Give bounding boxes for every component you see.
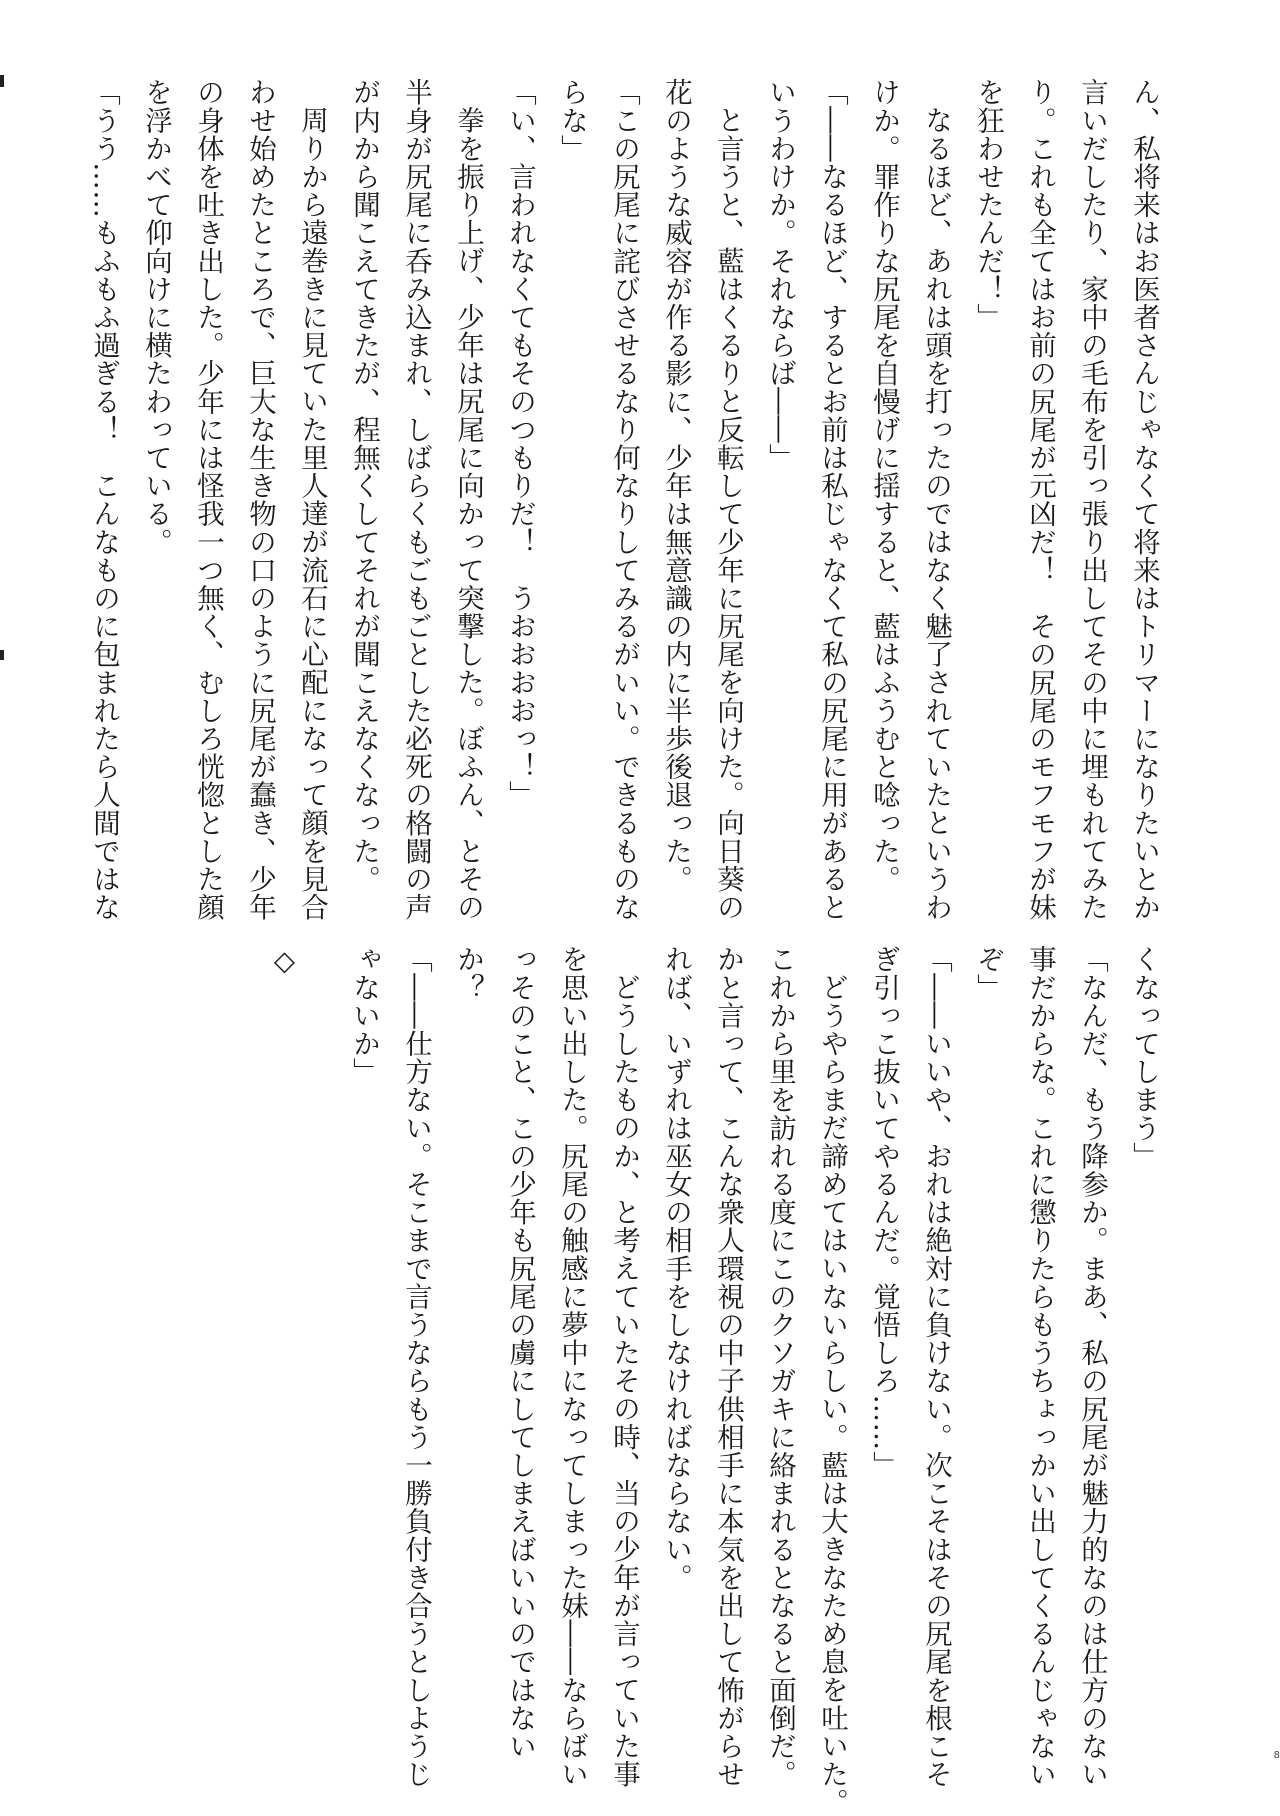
text-line: けか。罪作りな尻尾を自慢げに揺すると、藍はふうむと唸った。 bbox=[868, 78, 900, 893]
text-line: が内から聞こえてきたが、程無くしてそれが聞こえなくなった。 bbox=[348, 78, 380, 893]
text-line: 花のような威容が作る影に、少年は無意識の内に半歩後退った。 bbox=[660, 78, 692, 893]
text-line: どうしたものか、と考えていたその時、当の少年が言っていた事 bbox=[608, 972, 640, 1788]
text-line: 「――仕方ない。そこまで言うならもう一勝負付き合うとしようじ bbox=[400, 945, 432, 1788]
upper-text-tier bbox=[88, 78, 1170, 921]
text-line: か？ bbox=[452, 945, 484, 1002]
text-line: と言うと、藍はくるりと反転して少年に尻尾を向けた。向日葵の bbox=[712, 105, 744, 921]
page-number: 8 bbox=[1273, 1750, 1280, 1761]
text-line: ゃないか」 bbox=[348, 945, 380, 1086]
text-line: 「――なるほど、するとお前は私じゃなくて私の尻尾に用があると bbox=[816, 78, 848, 921]
text-line: を思い出した。尻尾の触感に夢中になってしまった妹――ならばい bbox=[556, 945, 588, 1788]
left-edge-mark bbox=[0, 75, 4, 87]
left-edge-mark bbox=[0, 650, 4, 660]
text-line: わせ始めたところで、巨大な生き物の口のように尻尾が蠢き、少年 bbox=[244, 78, 276, 921]
text-line: れば、いずれは巫女の相手をしなければならない。 bbox=[660, 945, 692, 1592]
text-line: くなってしまう」 bbox=[1128, 945, 1160, 1170]
text-line: らな」 bbox=[556, 78, 588, 163]
text-line: 周りから遠巻きに見ていた里人達が流石に心配になって顔を見合 bbox=[296, 105, 328, 921]
text-line: 「なんだ、もう降参か。まあ、私の尻尾が魅力的なのは仕方のない bbox=[1076, 945, 1108, 1788]
text-line: ぞ」 bbox=[972, 945, 1004, 1002]
text-line: なるほど、あれは頭を打ったのではなく魅了されていたというわ bbox=[920, 105, 952, 921]
text-line: 「い、言われなくてもそのつもりだ！ うおおおおっ！」 bbox=[504, 78, 536, 809]
text-line: 「うう……もふもふ過ぎる！ こんなものに包まれたら人間ではな bbox=[88, 78, 120, 921]
text-line: 「――いいや、おれは絶対に負けない。次こそはその尻尾を根こそ bbox=[920, 945, 952, 1788]
text-line: 拳を振り上げ、少年は尻尾に向かって突撃した。ぼふん、とその bbox=[452, 105, 484, 921]
text-line: ん、私将来はお医者さんじゃなくて将来はトリマーになりたいとか bbox=[1128, 78, 1160, 921]
text-line: これから里を訪れる度にこのクソガキに絡まれるとなると面倒だ。 bbox=[764, 945, 796, 1788]
text-line: の身体を吐き出した。少年には怪我一つ無く、むしろ恍惚とした顔 bbox=[192, 78, 224, 921]
lower-text-tier bbox=[160, 945, 1170, 1816]
text-line: 「この尻尾に詫びさせるなり何なりしてみるがいい。できるものな bbox=[608, 78, 640, 921]
text-line: り。これも全てはお前の尻尾が元凶だ！ その尻尾のモフモフが妹 bbox=[1024, 78, 1056, 921]
text-line: を狂わせたんだ！」 bbox=[972, 78, 1004, 331]
text-line: いうわけか。それならば――」 bbox=[764, 78, 796, 472]
text-line: 言いだしたり、家中の毛布を引っ張り出してその中に埋もれてみた bbox=[1076, 78, 1108, 921]
text-line: ぎ引っこ抜いてやるんだ。覚悟しろ……」 bbox=[868, 945, 900, 1479]
text-line: かと言って、こんな衆人環視の中子供相手に本気を出して怖がらせ bbox=[712, 945, 744, 1788]
text-line: 事だからな。これに懲りたらもうちょっかい出してくるんじゃない bbox=[1024, 945, 1056, 1788]
text-line: 半身が尻尾に呑み込まれ、しばらくもごもごとした必死の格闘の声 bbox=[400, 78, 432, 921]
text-line: を浮かべて仰向けに横たわっている。 bbox=[140, 78, 172, 556]
text-line: どうやらまだ諦めてはいないらしい。藍は大きなため息を吐いた。 bbox=[816, 972, 848, 1816]
scene-break-mark: ◇ bbox=[268, 945, 301, 978]
text-line: っそのこと、この少年も尻尾の虜にしてしまえばいいのではない bbox=[504, 945, 536, 1760]
